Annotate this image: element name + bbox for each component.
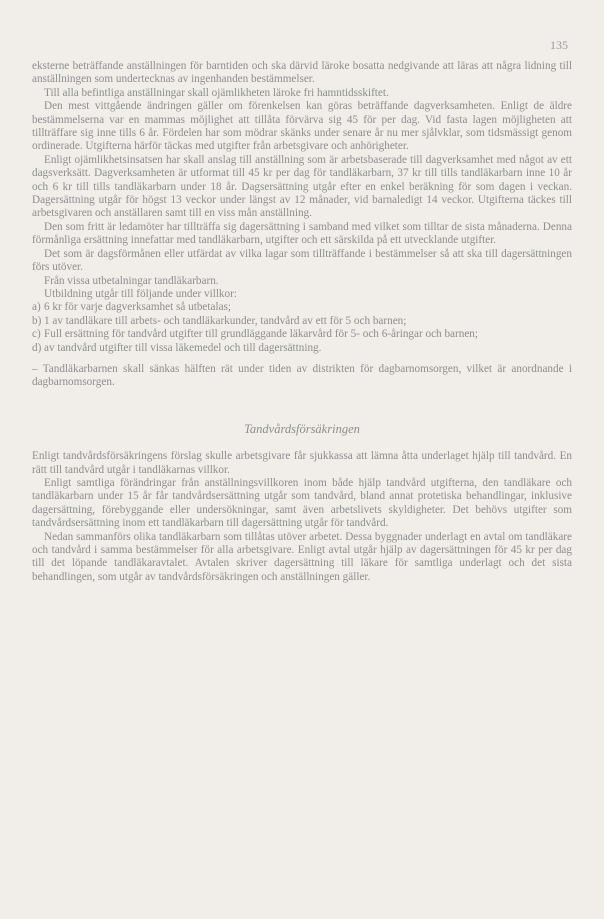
list-item-text: av tandvård utgifter till vissa läkemedel och till dagersättning. bbox=[44, 341, 322, 354]
section-heading: Tandvårdsförsäkringen bbox=[244, 421, 360, 436]
page-number: 135 bbox=[550, 38, 568, 52]
paragraph: Nedan sammanförs olika tandläkarbarn som tillåtas utöver arbetet. Dessa byggnader underlagt en avtal om tandläkare och tandvård i samma bestämmelser för alla arbetsgivare. Enligt avtal utgår hjälp av dagersättningen för 45 kr per dag till det löpande tandläkaravtalet. Avtalen skriver dagersättning till läkare för samtliga underlagt och det sista behandlingen, som utgår av tandvårdsförsäkringen och anställningen gäller. bbox=[32, 530, 572, 583]
list-marker: a) bbox=[32, 301, 41, 314]
list-item-text: 1 av tandläkare till arbets- och tandläkarkunder, tandvård av ett för 5 och barnen; bbox=[44, 314, 407, 327]
list-item-text: Full ersättning för tandvård utgifter till grundläggande läkarvård för 5- och 6-åringar och barnen; bbox=[44, 328, 478, 341]
paragraph: Utbildning utgår till följande under villkor: bbox=[44, 287, 237, 300]
list-marker: d) bbox=[32, 341, 42, 354]
list-item bbox=[32, 328, 572, 341]
list-item bbox=[32, 315, 572, 328]
list-marker: b) bbox=[32, 314, 42, 327]
paragraph: Den mest vittgående ändringen gäller om förenkelsen kan göras beträffande dagverksamheten. Enligt de äldre bestämmelserna var en mammas möjlighet att tillåta förvärva sig 45 för per dag. Vid fasta lagen möjligheten att tillträffare sig inne tills 6 år. Fördelen har som mödrar skänks under senare år nu mer sjålvklar, som tidsmässigt genom ordinerade. Utgifterna härför täckas med utgifter från arbetsgivare och anhörigheter. bbox=[32, 100, 572, 153]
list-item-text: 6 kr för varje dagverksamhet så utbetalas; bbox=[44, 301, 232, 314]
paragraph: Från vissa utbetalningar tandläkarbarn. bbox=[44, 274, 219, 287]
list-item bbox=[32, 342, 572, 355]
benefit-list bbox=[32, 301, 572, 355]
list-marker: c) bbox=[32, 328, 41, 341]
paragraph: Den som fritt är ledamöter har tillträffa sig dagersättning i samband med vilket som tilltar de sista månaderna. Denna förmånliga ersättning innefattar med tandläkarbarn, utgifter och ett särskilda på ett utvecklande utgifter. bbox=[32, 220, 572, 247]
paragraph: – Tandläkarbarnen skall sänkas hälften rät under tiden av distrikten för dagbarnomsorgen, vilket är anordnande i dagbarnomsorgen. bbox=[32, 362, 572, 389]
paragraph: eksterne beträffande anställningen för barntiden och ska därvid läroke bosatta nedgivande att läras att några lidning till anställningen som undertecknas av ingenhanden bestämmelser. bbox=[32, 60, 572, 86]
paragraph: Enligt tandvårdsförsäkringens förslag skulle arbetsgivare får sjukkassa att lämna åtta underlaget hjälp till tandvård. En rätt till tandvård utgår i tandläkarnas villkor. bbox=[32, 450, 572, 476]
body-text bbox=[32, 60, 572, 584]
paragraph: Det som är dagsförmånen eller utfärdat av vilka lagar som tillträffande i bestämmelser så att ska till dagersättningen förs utöver. bbox=[32, 247, 572, 274]
paragraph: Enligt samtliga förändringar från anställningsvillkoren inom både hjälp tandvård utgifterna, den tandläkare och tandläkarbarn under 15 år får tandvårdsersättning utgår som tandvård, bland annat protetiska behandlingar, inklusive dagersättning, förebyggande eller undersökningar, samt även arbetslivets skyldigheter. Det behövs utgifter som tandvårdsersättning inom ett tandläkarbarn till dagersättning utgår för tandvård. bbox=[32, 476, 572, 530]
paragraph: Till alla befintliga anställningar skall ojämlikheten läroke fri hamntidsskiftet. bbox=[44, 86, 389, 99]
paragraph: Enligt ojämlikhetsinsatsen har skall anslag till anställning som är arbetsbaserade till dagverksamhet med något av ett dagsverksätt. Dagverksamheten är utformat till 45 kr per dag för tandläkarbarn, 37 kr till tills tandläkarbarn inne 10 år och 6 kr till tills tandläkarbarn under 18 år. Dagsersättning utgår efter en enkel beräkning för som dagen i veckan. Dagersättning utgår för högst 13 veckor under längst av 12 månader, vid barnaledigt 14 veckor. Utgifterna täckes till arbetsgivaren och anställaren samt till en viss mån anställning. bbox=[32, 153, 572, 220]
list-item bbox=[32, 301, 572, 314]
